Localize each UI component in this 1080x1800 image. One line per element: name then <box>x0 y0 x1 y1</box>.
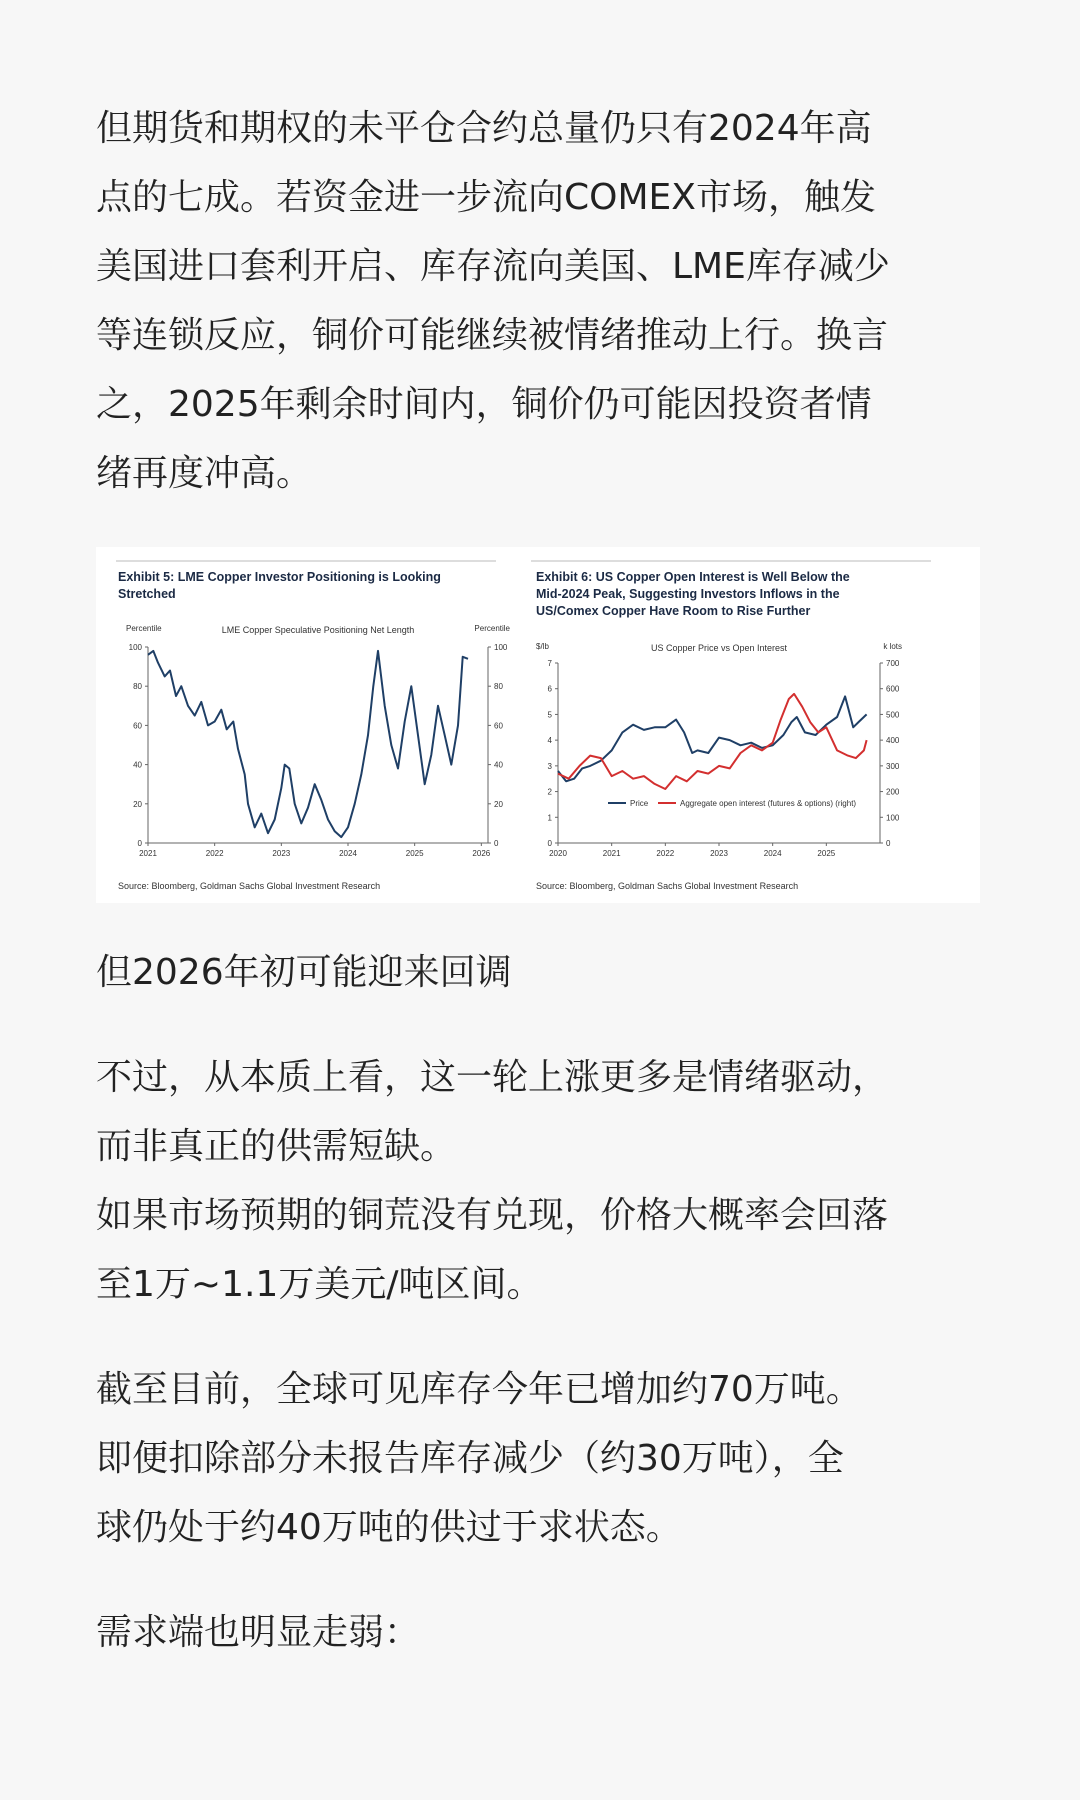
legend-label: Aggregate open interest (futures & options) (right) <box>680 799 857 808</box>
x-tick-label: 2024 <box>763 849 782 858</box>
y-tick-label-right: 0 <box>494 839 499 848</box>
text-line: 而非真正的供需短缺。 <box>96 1126 457 1167</box>
y-tick-label-left: 2 <box>547 787 552 797</box>
text-line: 即便扣除部分未报告库存减少（约30万吨），全 <box>96 1438 844 1479</box>
y-tick-label-left: 5 <box>547 710 552 720</box>
y-tick-label-right: 300 <box>886 761 900 771</box>
y-axis-label-right: Percentile <box>474 624 510 633</box>
chart-figure <box>96 547 980 903</box>
x-tick-label: 2024 <box>339 849 357 858</box>
text-line: 至1万~1.1万美元/吨区间。 <box>96 1264 543 1305</box>
text-line: 如果市场预期的铜荒没有兑现，价格大概率会回落 <box>96 1195 889 1236</box>
y-tick-label-right: 0 <box>886 839 891 848</box>
y-axis-label-left: $/lb <box>536 642 549 651</box>
x-tick-label: 2022 <box>205 849 224 858</box>
y-tick-label-left: 0 <box>547 839 552 848</box>
y-tick-label-left: 4 <box>547 736 552 746</box>
x-tick-label: 2022 <box>656 849 675 858</box>
x-tick-label: 2021 <box>139 849 157 858</box>
y-tick-label-right: 80 <box>494 682 503 692</box>
chart-subtitle: US Copper Price vs Open Interest <box>650 643 788 653</box>
chart-source: Source: Bloomberg, Goldman Sachs Global Investment Research <box>118 881 381 891</box>
y-tick-label-right: 60 <box>494 721 503 731</box>
y-tick-label-left: 7 <box>547 659 552 668</box>
y-tick-label-left: 40 <box>133 760 142 770</box>
chart-title-line: Exhibit 5: LME Copper Investor Positioning is Looking <box>118 570 441 584</box>
x-tick-label: 2021 <box>602 849 621 858</box>
text-line: 但期货和期权的未平仓合约总量仍只有2024年高 <box>96 108 872 149</box>
y-tick-label-left: 6 <box>547 684 552 694</box>
x-tick-label: 2025 <box>817 849 836 858</box>
x-tick-label: 2026 <box>472 849 491 858</box>
y-tick-label-right: 20 <box>494 799 503 809</box>
y-tick-label-right: 700 <box>886 659 900 668</box>
y-tick-label-right: 500 <box>886 710 900 720</box>
section-heading-2026-correction <box>96 938 986 1007</box>
y-tick-label-right: 40 <box>494 760 503 770</box>
y-tick-label-right: 100 <box>886 813 900 823</box>
paragraph-sentiment-driven <box>96 1043 986 1319</box>
text-line: 但2026年初可能迎来回调 <box>96 952 512 993</box>
text-line: 截至目前，全球可见库存今年已增加约70万吨。 <box>96 1369 862 1410</box>
series-line-0 <box>148 651 468 837</box>
chart-subtitle: LME Copper Speculative Positioning Net Length <box>221 625 415 635</box>
series-line-1 <box>558 694 867 789</box>
x-tick-label: 2023 <box>710 849 728 858</box>
series-line-0 <box>558 696 867 781</box>
y-tick-label-left: 100 <box>128 643 142 652</box>
y-tick-label-left: 1 <box>547 813 552 823</box>
paragraph-demand-weakening <box>96 1598 986 1667</box>
paragraph-copper-investor-sentiment <box>96 94 986 508</box>
y-tick-label-right: 100 <box>494 643 508 652</box>
y-tick-label-left: 20 <box>133 799 142 809</box>
chart-title-line: Mid-2024 Peak, Suggesting Investors Inflows in the <box>536 587 840 601</box>
chart-title-line: US/Comex Copper Have Room to Rise Further <box>536 604 811 618</box>
legend-label: Price <box>630 799 649 808</box>
text-line: 等连锁反应，铜价可能继续被情绪推动上行。换言 <box>96 315 889 356</box>
paragraph-inventory-surplus <box>96 1355 986 1562</box>
x-tick-label: 2025 <box>405 849 424 858</box>
x-tick-label: 2023 <box>272 849 291 858</box>
y-axis-label-right: k lots <box>883 642 902 651</box>
y-tick-label-right: 600 <box>886 684 900 694</box>
text-line: 绪再度冲高。 <box>96 453 313 494</box>
chart-title-line: Stretched <box>118 587 176 601</box>
y-tick-label-left: 60 <box>133 721 142 731</box>
y-tick-label-left: 80 <box>133 682 142 692</box>
text-line: 美国进口套利开启、库存流向美国、LME库存减少 <box>96 246 890 287</box>
text-line: 点的七成。若资金进一步流向COMEX市场，触发 <box>96 177 876 218</box>
chart-title-line: Exhibit 6: US Copper Open Interest is Well Below the <box>536 570 850 584</box>
chart-image <box>96 547 980 903</box>
y-tick-label-left: 0 <box>137 839 142 848</box>
y-tick-label-right: 400 <box>886 736 900 746</box>
text-line: 之，2025年剩余时间内，铜价仍可能因投资者情 <box>96 384 872 425</box>
y-axis-label-left: Percentile <box>126 624 162 633</box>
chart-source: Source: Bloomberg, Goldman Sachs Global Investment Research <box>536 881 799 891</box>
x-tick-label: 2020 <box>549 849 567 858</box>
text-line: 球仍处于约40万吨的供过于求状态。 <box>96 1507 682 1548</box>
y-tick-label-right: 200 <box>886 787 900 797</box>
y-tick-label-left: 3 <box>547 761 552 771</box>
text-line: 需求端也明显走弱： <box>96 1612 421 1653</box>
text-line: 不过，从本质上看，这一轮上涨更多是情绪驱动， <box>96 1057 889 1098</box>
